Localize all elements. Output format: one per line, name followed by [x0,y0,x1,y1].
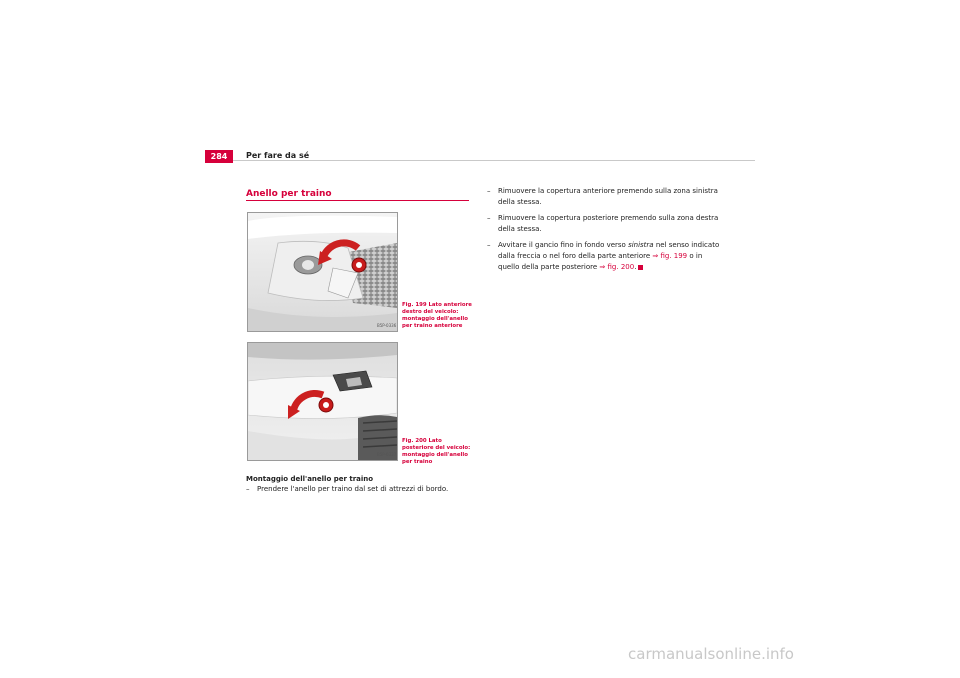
figure-199-code: B5P-0336 [377,323,397,328]
figure-199-caption: Fig. 199 Lato anteriore destro del veicolo: montaggio dell'anello per traino anteriore [402,302,472,329]
step-screw-hook [487,240,722,273]
figure-200-reference-link[interactable]: ⇒ fig. 200 [599,263,635,271]
section-title: Anello per traino [246,189,332,199]
section-divider [246,200,469,201]
step-dash: – [487,214,491,222]
running-header-title: Per fare da sé [246,151,310,160]
emphasis-sinistra: sinistra [628,241,654,249]
step-text: Rimuovere la copertura anteriore premendo sulla zona sinistra della stessa. [498,187,718,206]
step-dash: – [487,187,491,195]
step-dash: – [246,485,250,493]
figure-200-image [247,342,398,461]
figure-199-image [247,212,398,332]
step-take-ring [246,484,471,495]
step-remove-front-cover [487,186,722,208]
step-text: Rimuovere la copertura posteriore premendo sulla zona destra della stessa. [498,214,719,233]
figure-200-caption: Fig. 200 Lato posteriore del veicolo: montaggio dell'anello per traino [402,438,471,465]
step-remove-rear-cover [487,213,722,235]
watermark: carmanualsonline.info [628,645,794,663]
step-text: Prendere l'anello per traino dal set di attrezzi di bordo. [257,485,449,493]
end-of-section-marker [638,265,643,270]
figure-199-reference-link[interactable]: ⇒ fig. 199 [652,252,688,260]
step-dash: – [487,241,491,249]
page-number: 284 [205,150,233,163]
subheading: Montaggio dell'anello per traino [246,475,374,483]
header-divider [233,160,755,161]
step-text: Avvitare il gancio fino in fondo verso sinistra nel senso indicato dalla freccia o nel foro della parte anteriore ⇒ fig. 199 o in quello della parte posteriore ⇒ fig. 200. [498,241,720,271]
figure-200-code: B5P-0337 [377,452,397,457]
